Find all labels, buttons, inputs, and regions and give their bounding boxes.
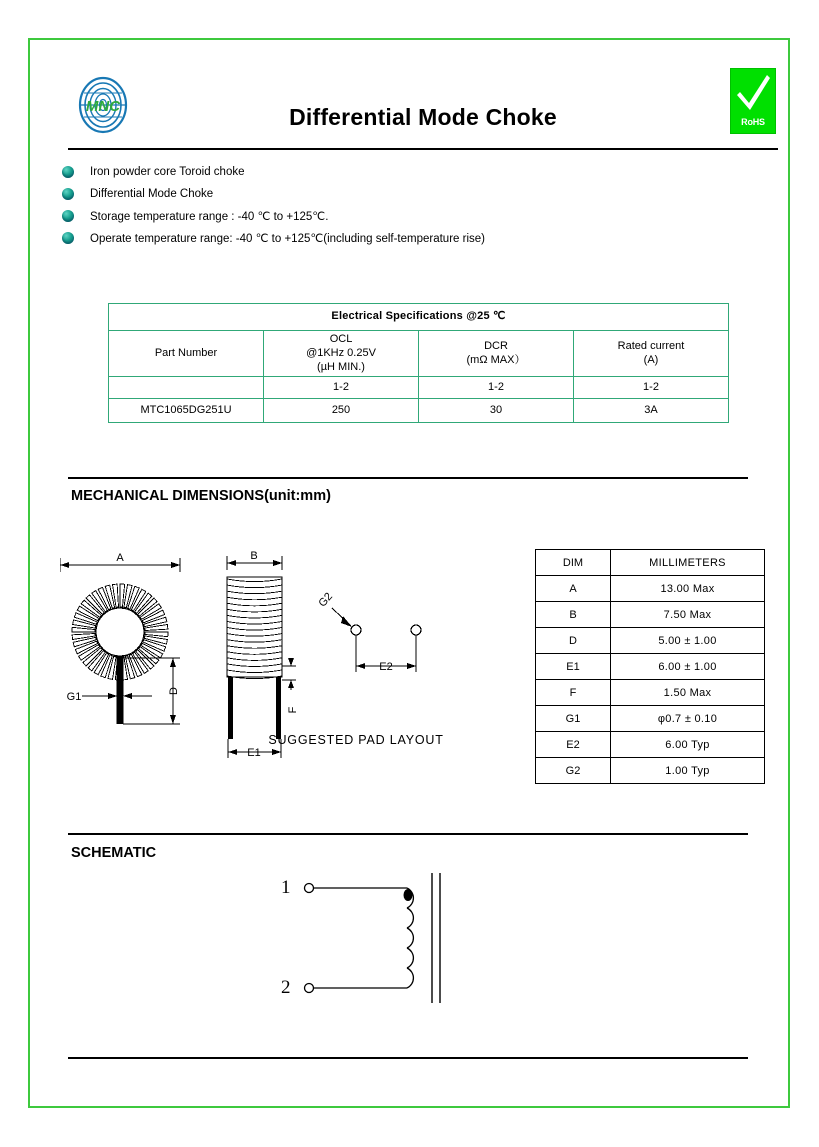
header-divider — [68, 148, 778, 150]
mechanical-section-title: MECHANICAL DIMENSIONS(unit:mm) — [71, 488, 331, 504]
bullet-icon — [62, 210, 74, 222]
dcr-line1: DCR — [484, 339, 508, 352]
dim-key: G2 — [536, 758, 611, 784]
rated-line1: Rated current — [617, 339, 685, 352]
label-e2: E2 — [379, 661, 393, 673]
table-title: Electrical Specifications @25 ℃ — [109, 304, 729, 331]
table-row-title — [109, 304, 729, 331]
pin-row-dcr: 1-2 — [419, 377, 574, 399]
table-row — [536, 654, 765, 680]
pad-layout-caption: SUGGESTED PAD LAYOUT — [268, 733, 444, 747]
dim-key: A — [536, 576, 611, 602]
list-item — [62, 184, 762, 203]
polarity-dot-icon — [404, 889, 413, 901]
table-row — [536, 706, 765, 732]
list-item-label: Differential Mode Choke — [90, 187, 214, 200]
checkmark-icon — [736, 74, 772, 112]
bullet-icon — [62, 188, 74, 200]
column-header-rated-current — [574, 331, 729, 377]
column-header-dim: DIM — [536, 550, 611, 576]
table-row — [536, 602, 765, 628]
schematic-drawing — [250, 865, 530, 1025]
column-header-millimeters: MILLIMETERS — [611, 550, 765, 576]
table-row-header — [109, 331, 729, 377]
ocl-line3: (µH MIN.) — [317, 360, 365, 373]
electrical-specifications-table — [108, 303, 729, 423]
dim-value: φ0.7 ± 0.10 — [611, 706, 765, 732]
table-row — [536, 758, 765, 784]
column-header-ocl — [264, 331, 419, 377]
table-row-pins — [109, 377, 729, 399]
pin-row-blank — [109, 377, 264, 399]
dim-key: E1 — [536, 654, 611, 680]
bullet-icon — [62, 232, 74, 244]
list-item — [62, 228, 762, 247]
cell-dcr: 30 — [419, 399, 574, 423]
pin-row-rated: 1-2 — [574, 377, 729, 399]
logo-wordmark: MNC — [85, 98, 121, 115]
dim-value: 5.00 ± 1.00 — [611, 628, 765, 654]
pad-layout-drawing — [332, 608, 421, 672]
column-header-part-number: Part Number — [109, 331, 264, 377]
page-title: Differential Mode Choke — [289, 104, 557, 130]
dim-value: 6.00 Typ — [611, 732, 765, 758]
bullet-icon — [62, 166, 74, 178]
list-item-label: Storage temperature range : -40 ℃ to +125℃. — [90, 210, 329, 223]
mechanical-section-divider — [68, 477, 748, 479]
label-f: F — [287, 706, 299, 714]
dim-key: F — [536, 680, 611, 706]
rohs-label: RoHS — [741, 117, 765, 127]
mechanical-drawings — [60, 540, 530, 800]
document-header — [68, 68, 778, 150]
schematic-section-title: SCHEMATIC — [71, 845, 157, 861]
mechanical-drawing-svg — [60, 540, 530, 800]
rohs-badge — [730, 68, 776, 134]
table-row — [536, 576, 765, 602]
label-g2: G2 — [316, 590, 336, 610]
dim-key: B — [536, 602, 611, 628]
dim-value: 7.50 Max — [611, 602, 765, 628]
label-e1: E1 — [247, 747, 261, 759]
cell-part-number: MTC1065DG251U — [109, 399, 264, 423]
dim-key: G1 — [536, 706, 611, 732]
terminal-2-label: 2 — [281, 977, 291, 998]
table-row — [109, 399, 729, 423]
schematic-svg — [250, 865, 530, 1025]
dim-value: 13.00 Max — [611, 576, 765, 602]
schematic-section-divider — [68, 833, 748, 835]
list-item-label: Iron powder core Toroid choke — [90, 165, 245, 178]
list-item-label: Operate temperature range: -40 ℃ to +125℃(including self-temperature rise) — [90, 232, 485, 245]
dim-value: 6.00 ± 1.00 — [611, 654, 765, 680]
table-row — [536, 628, 765, 654]
table-row — [536, 680, 765, 706]
terminal-1-label: 1 — [281, 877, 291, 898]
list-item — [62, 162, 762, 181]
dcr-line2: (mΩ MAX） — [466, 353, 526, 366]
table-row-header — [536, 550, 765, 576]
dim-key: D — [536, 628, 611, 654]
ocl-line2: @1KHz 0.25V — [306, 346, 376, 359]
dimension-table — [535, 549, 765, 784]
feature-list — [62, 162, 762, 250]
list-item — [62, 206, 762, 225]
cell-rated-current: 3A — [574, 399, 729, 423]
column-header-dcr — [419, 331, 574, 377]
table-row — [536, 732, 765, 758]
label-d: D — [168, 687, 180, 695]
dim-value: 1.00 Typ — [611, 758, 765, 784]
ocl-line1: OCL — [329, 333, 353, 345]
label-b: B — [250, 550, 258, 562]
cell-ocl: 250 — [264, 399, 419, 423]
dim-key: E2 — [536, 732, 611, 758]
rated-line2: (A) — [643, 353, 659, 366]
footer-divider — [68, 1057, 748, 1059]
label-a: A — [116, 552, 124, 564]
pin-row-ocl: 1-2 — [264, 377, 419, 399]
label-g1: G1 — [66, 691, 82, 703]
dim-value: 1.50 Max — [611, 680, 765, 706]
